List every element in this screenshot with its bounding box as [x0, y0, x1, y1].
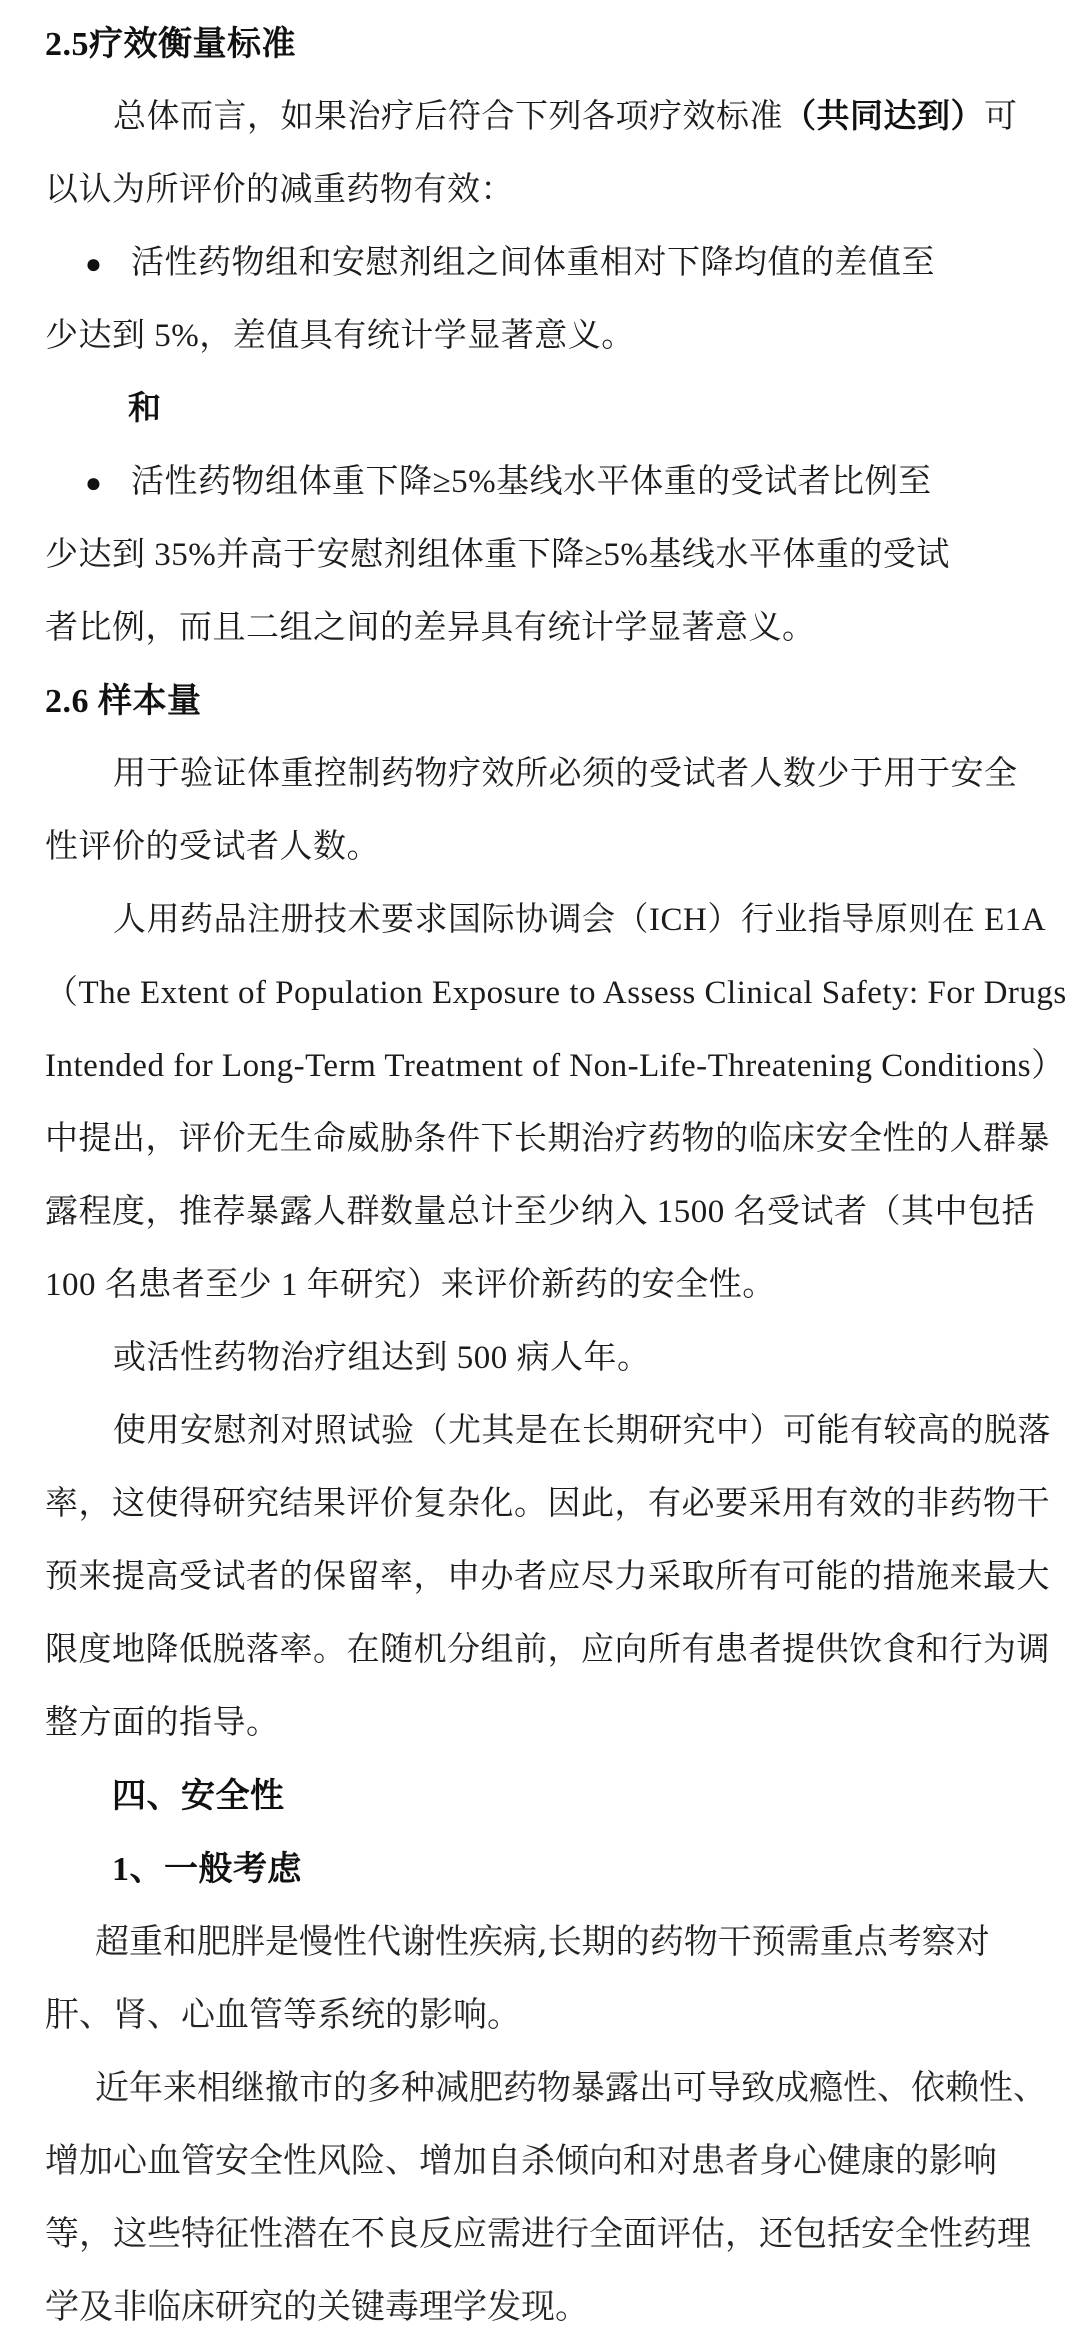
text-line — [45, 1249, 1042, 1322]
text-run: 限度地降低脱落率。在随机分组前，应向所有患者提供饮食和行为调 — [45, 1632, 1050, 1668]
text-run: 或活性药物治疗组达到 500 病人年。 — [113, 1340, 651, 1376]
text-line — [45, 1614, 1050, 1687]
text-run: 少达到 35%并高于安慰剂组体重下降≥5%基线水平体重的受试 — [45, 537, 950, 573]
text-line — [45, 1760, 1042, 1833]
text-run: 等，这些特征性潜在不良反应需进行全面评估，还包括安全性药理 — [45, 2214, 1031, 2254]
text-line — [45, 519, 1042, 592]
text-run: 总体而言，如果治疗后符合下列各项疗效标准 — [113, 99, 783, 135]
text-line — [45, 2198, 1042, 2271]
text-line — [45, 1468, 1050, 1541]
text-line — [45, 81, 1042, 154]
text-run: 近年来相继撤市的多种减肥药物暴露出可导致成瘾性、依赖性、 — [95, 2068, 1047, 2108]
text-run: 者比例，而且二组之间的差异具有统计学显著意义。 — [45, 610, 816, 646]
text-run: 2.6 样本量 — [45, 683, 202, 720]
text-line — [45, 1103, 1050, 1176]
text-line — [45, 738, 1042, 811]
text-run: 预来提高受试者的保留率，申办者应尽力采取所有可能的措施来最大 — [45, 1559, 1050, 1595]
text-run: 活性药物组体重下降≥5%基线水平体重的受试者比例至 — [131, 464, 932, 500]
bullet-icon: ● — [85, 249, 103, 280]
text-line — [45, 8, 1042, 81]
text-run: （共同达到） — [783, 99, 984, 135]
text-run: 100 名患者至少 1 年研究）来评价新药的安全性。 — [45, 1267, 776, 1303]
text-run: 整方面的指导。 — [45, 1705, 280, 1741]
text-line — [45, 665, 1042, 738]
text-run: 肝、肾、心血管等系统的影响。 — [45, 1995, 521, 2035]
text-line — [45, 957, 1067, 1030]
text-line — [45, 2271, 1042, 2344]
text-run: 性评价的受试者人数。 — [45, 829, 380, 865]
text-run: 中提出，评价无生命威胁条件下长期治疗药物的临床安全性的人群暴 — [45, 1121, 1050, 1157]
text-run: 率，这使得研究结果评价复杂化。因此，有必要采用有效的非药物干 — [45, 1486, 1050, 1522]
text-line — [45, 154, 1042, 227]
text-run: 超重和肥胖是慢性代谢性疾病,长期的药物干预需重点考察对 — [95, 1922, 990, 1962]
text-run: Intended for Long-Term Treatment of Non-Life-Threatening Conditions） — [45, 1048, 1065, 1084]
text-line — [45, 592, 1042, 665]
text-run: 用于验证体重控制药物疗效所必须的受试者人数少于用于安全 — [113, 756, 1018, 792]
text-run: 使用安慰剂对照试验（尤其是在长期研究中）可能有较高的脱落 — [113, 1413, 1051, 1449]
text-run: 以认为所评价的减重药物有效： — [45, 172, 514, 208]
text-line — [45, 373, 1042, 446]
text-line — [45, 2052, 1047, 2125]
text-run: 露程度，推荐暴露人群数量总计至少纳入 1500 名受试者（其中包括 — [45, 1194, 1035, 1230]
text-line — [45, 1687, 1042, 1760]
text-line — [45, 446, 1042, 519]
text-line — [45, 1541, 1050, 1614]
text-line — [45, 1395, 1051, 1468]
text-run: （The Extent of Population Exposure to Assess Clinical Safety: For Drugs — [45, 975, 1067, 1011]
text-run: 人用药品注册技术要求国际协调会（ICH）行业指导原则在 E1A — [113, 902, 1047, 938]
text-run: 1、一般考虑 — [112, 1851, 302, 1888]
text-run: 学及非临床研究的关键毒理学发现。 — [45, 2287, 589, 2327]
text-run: 可 — [984, 99, 1018, 135]
text-run: 四、安全性 — [112, 1778, 285, 1815]
text-line — [45, 1176, 1042, 1249]
text-run: 活性药物组和安慰剂组之间体重相对下降均值的差值至 — [131, 245, 935, 281]
text-line — [45, 811, 1042, 884]
text-line — [45, 1906, 1042, 1979]
text-line — [45, 2125, 1042, 2198]
text-line — [45, 300, 1042, 373]
text-line — [45, 884, 1047, 957]
text-line — [45, 1833, 1042, 1906]
text-line — [45, 1030, 1065, 1103]
text-run: 增加心血管安全性风险、增加自杀倾向和对患者身心健康的影响 — [45, 2141, 997, 2181]
text-run: 和 — [128, 391, 162, 427]
text-line — [45, 1322, 1042, 1395]
text-line — [45, 1979, 1042, 2052]
bullet-icon: ● — [85, 468, 103, 499]
text-line — [45, 227, 1042, 300]
text-run: 少达到 5%，差值具有统计学显著意义。 — [45, 318, 635, 354]
text-run: 2.5疗效衡量标准 — [45, 26, 296, 63]
